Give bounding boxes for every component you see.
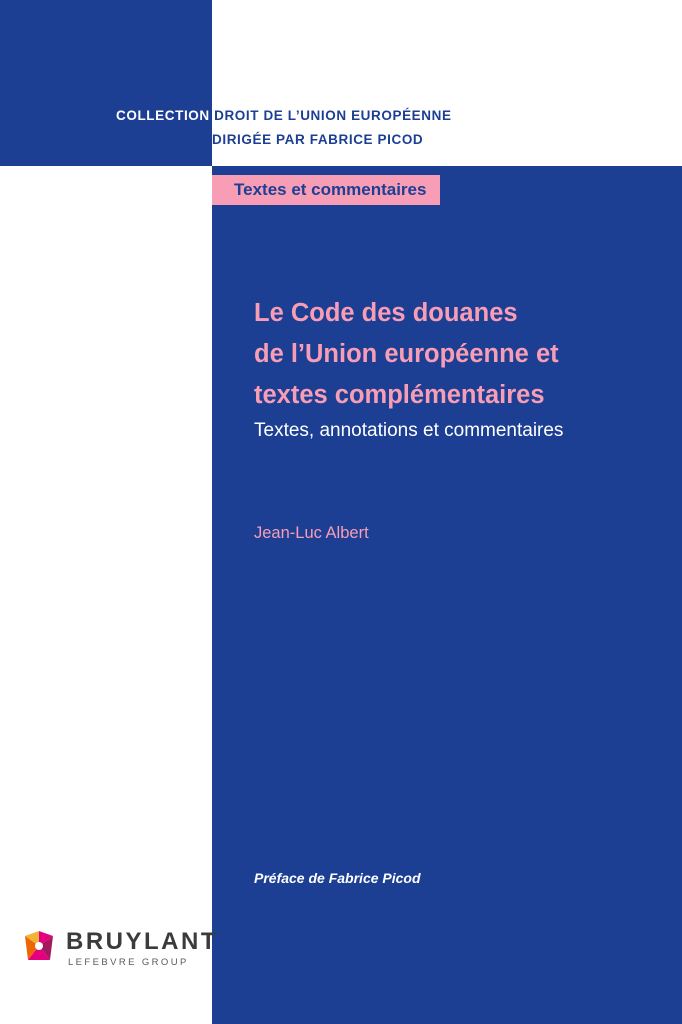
collection-name: DROIT DE L’UNION EUROPÉENNE [214, 108, 452, 123]
bruylant-triangle-icon [22, 929, 56, 963]
publisher-logo [22, 925, 218, 977]
collection-director: DIRIGÉE PAR FABRICE PICOD [212, 132, 424, 147]
author-name: Jean-Luc Albert [254, 524, 369, 542]
series-banner [212, 175, 440, 205]
collection-word: COLLECTION [116, 108, 210, 123]
book-subtitle: Textes, annotations et commentaires [254, 420, 564, 441]
collection-line [116, 108, 676, 123]
title-line-1: Le Code des douanes [254, 299, 518, 327]
cover-top-left-block [0, 0, 212, 166]
publisher-group: LEFEBVRE GROUP [68, 957, 189, 968]
title-line-3: textes complémentaires [254, 381, 545, 409]
series-banner-label: Textes et commentaires [234, 180, 427, 199]
title-line-2: de l’Union européenne et [254, 340, 559, 368]
cover-left-white-block [0, 166, 212, 1024]
book-title [254, 293, 674, 416]
publisher-name: BRUYLANT [66, 928, 218, 955]
preface-credit: Préface de Fabrice Picod [254, 870, 421, 886]
